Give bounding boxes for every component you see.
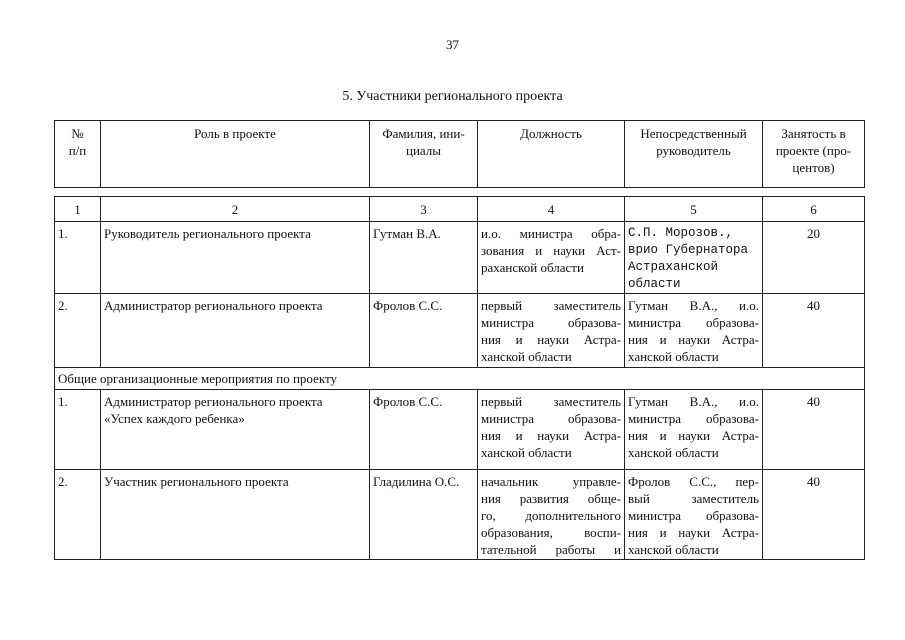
row-role — [101, 470, 370, 560]
row-role-line: Администратор регионального проекта — [104, 298, 323, 313]
header-supervisor-line: Непосредственный — [640, 126, 747, 141]
row-supervisor — [625, 390, 763, 470]
row-employment: 40 — [763, 390, 865, 470]
header-position — [478, 121, 625, 188]
section-row-label: Общие организационные мероприятия по проекту — [55, 368, 865, 390]
header-employment-line: центов) — [792, 160, 835, 175]
column-number: 5 — [625, 197, 763, 222]
row-position-line: ния и науки Астра- — [481, 428, 621, 443]
row-name: Гутман В.А. — [370, 222, 478, 294]
section-row — [55, 368, 865, 390]
row-role — [101, 390, 370, 470]
row-position-line: зования и науки Аст- — [481, 243, 621, 258]
row-position-line: министра образова- — [481, 411, 621, 426]
row-position-line: и.о. министра обра- — [481, 226, 621, 241]
row-num: 2. — [55, 470, 101, 560]
row-position-line: тательной работы и — [481, 542, 621, 557]
row-supervisor-line: ния и науки Астра- — [628, 332, 759, 347]
row-role — [101, 222, 370, 294]
row-supervisor-line: ханской области — [628, 445, 719, 460]
row-role-line: Руководитель регионального проекта — [104, 226, 311, 241]
header-name-line: Фамилия, ини- — [382, 126, 465, 141]
row-role-line: Участник регионального проекта — [104, 474, 289, 489]
header-supervisor-line: руководитель — [656, 143, 731, 158]
row-supervisor-line: Фролов С.С., пер- — [628, 474, 759, 489]
row-supervisor-line: ханской области — [628, 542, 719, 557]
header-name-line: циалы — [405, 143, 442, 158]
header-employment-line: Занятость в — [781, 126, 846, 141]
header-num-line: № — [71, 126, 84, 141]
header-role-line: Роль в проекте — [194, 126, 276, 141]
row-supervisor — [625, 294, 763, 368]
row-name: Фролов С.С. — [370, 390, 478, 470]
row-position — [478, 294, 625, 368]
row-supervisor — [625, 470, 763, 560]
header-position-line: Должность — [520, 126, 582, 141]
column-number: 3 — [370, 197, 478, 222]
table-row — [55, 390, 865, 470]
row-role — [101, 294, 370, 368]
header-table — [54, 120, 865, 188]
row-supervisor-line: Гутман В.А., и.о. — [628, 298, 759, 313]
row-position-line: раханской области — [481, 260, 584, 275]
header-name — [370, 121, 478, 188]
row-position-line: образования, воспи- — [481, 525, 621, 540]
row-employment: 20 — [763, 222, 865, 294]
row-position — [478, 390, 625, 470]
header-num-line: п/п — [68, 143, 87, 158]
row-position — [478, 470, 625, 560]
column-number: 1 — [55, 197, 101, 222]
column-number-row — [55, 197, 865, 222]
row-supervisor-line: Гутман В.А., и.о. — [628, 394, 759, 409]
row-position-line: ханской области — [481, 445, 572, 460]
section-title: 5. Участники регионального проекта — [342, 89, 563, 104]
row-supervisor-line: ния и науки Астра- — [628, 525, 759, 540]
row-supervisor-line: Астраханской области — [628, 260, 719, 291]
row-name: Фролов С.С. — [370, 294, 478, 368]
page-number: 37 — [446, 37, 459, 52]
row-supervisor — [625, 222, 763, 294]
row-position-line: первый заместитель — [481, 394, 621, 409]
header-num — [55, 121, 101, 188]
row-supervisor-line: врио Губернатора — [628, 243, 749, 257]
row-supervisor-line: С.П. Морозов., — [628, 226, 734, 240]
row-employment: 40 — [763, 470, 865, 560]
row-role-line: Администратор регионального проекта — [104, 394, 323, 409]
row-supervisor-line: ханской области — [628, 349, 719, 364]
row-position-line: министра образова- — [481, 315, 621, 330]
row-supervisor-line: ния и науки Астра- — [628, 428, 759, 443]
table-row — [55, 470, 865, 560]
table-row — [55, 294, 865, 368]
header-employment-line: проекте (про- — [775, 143, 852, 158]
row-supervisor-line: министра образова- — [628, 315, 759, 330]
row-position-line: ния развития обще- — [481, 491, 621, 506]
row-num: 2. — [55, 294, 101, 368]
participants-table — [54, 196, 865, 560]
row-position — [478, 222, 625, 294]
row-role-line: «Успех каждого ребенка» — [104, 411, 245, 426]
row-supervisor-line: министра образова- — [628, 411, 759, 426]
row-supervisor-line: министра образова- — [628, 508, 759, 523]
row-position-line: начальник управле- — [481, 474, 621, 489]
row-supervisor-line: вый заместитель — [628, 491, 759, 506]
row-name: Гладилина О.С. — [370, 470, 478, 560]
header-supervisor — [625, 121, 763, 188]
row-num: 1. — [55, 390, 101, 470]
header-employment — [763, 121, 865, 188]
row-employment: 40 — [763, 294, 865, 368]
row-position-line: первый заместитель — [481, 298, 621, 313]
row-num: 1. — [55, 222, 101, 294]
header-row — [55, 121, 865, 188]
row-position-line: ния и науки Астра- — [481, 332, 621, 347]
header-role — [101, 121, 370, 188]
row-position-line: ханской области — [481, 349, 572, 364]
column-number: 6 — [763, 197, 865, 222]
table-row — [55, 222, 865, 294]
row-position-line: го, дополнительного — [481, 508, 621, 523]
column-number: 2 — [101, 197, 370, 222]
column-number: 4 — [478, 197, 625, 222]
